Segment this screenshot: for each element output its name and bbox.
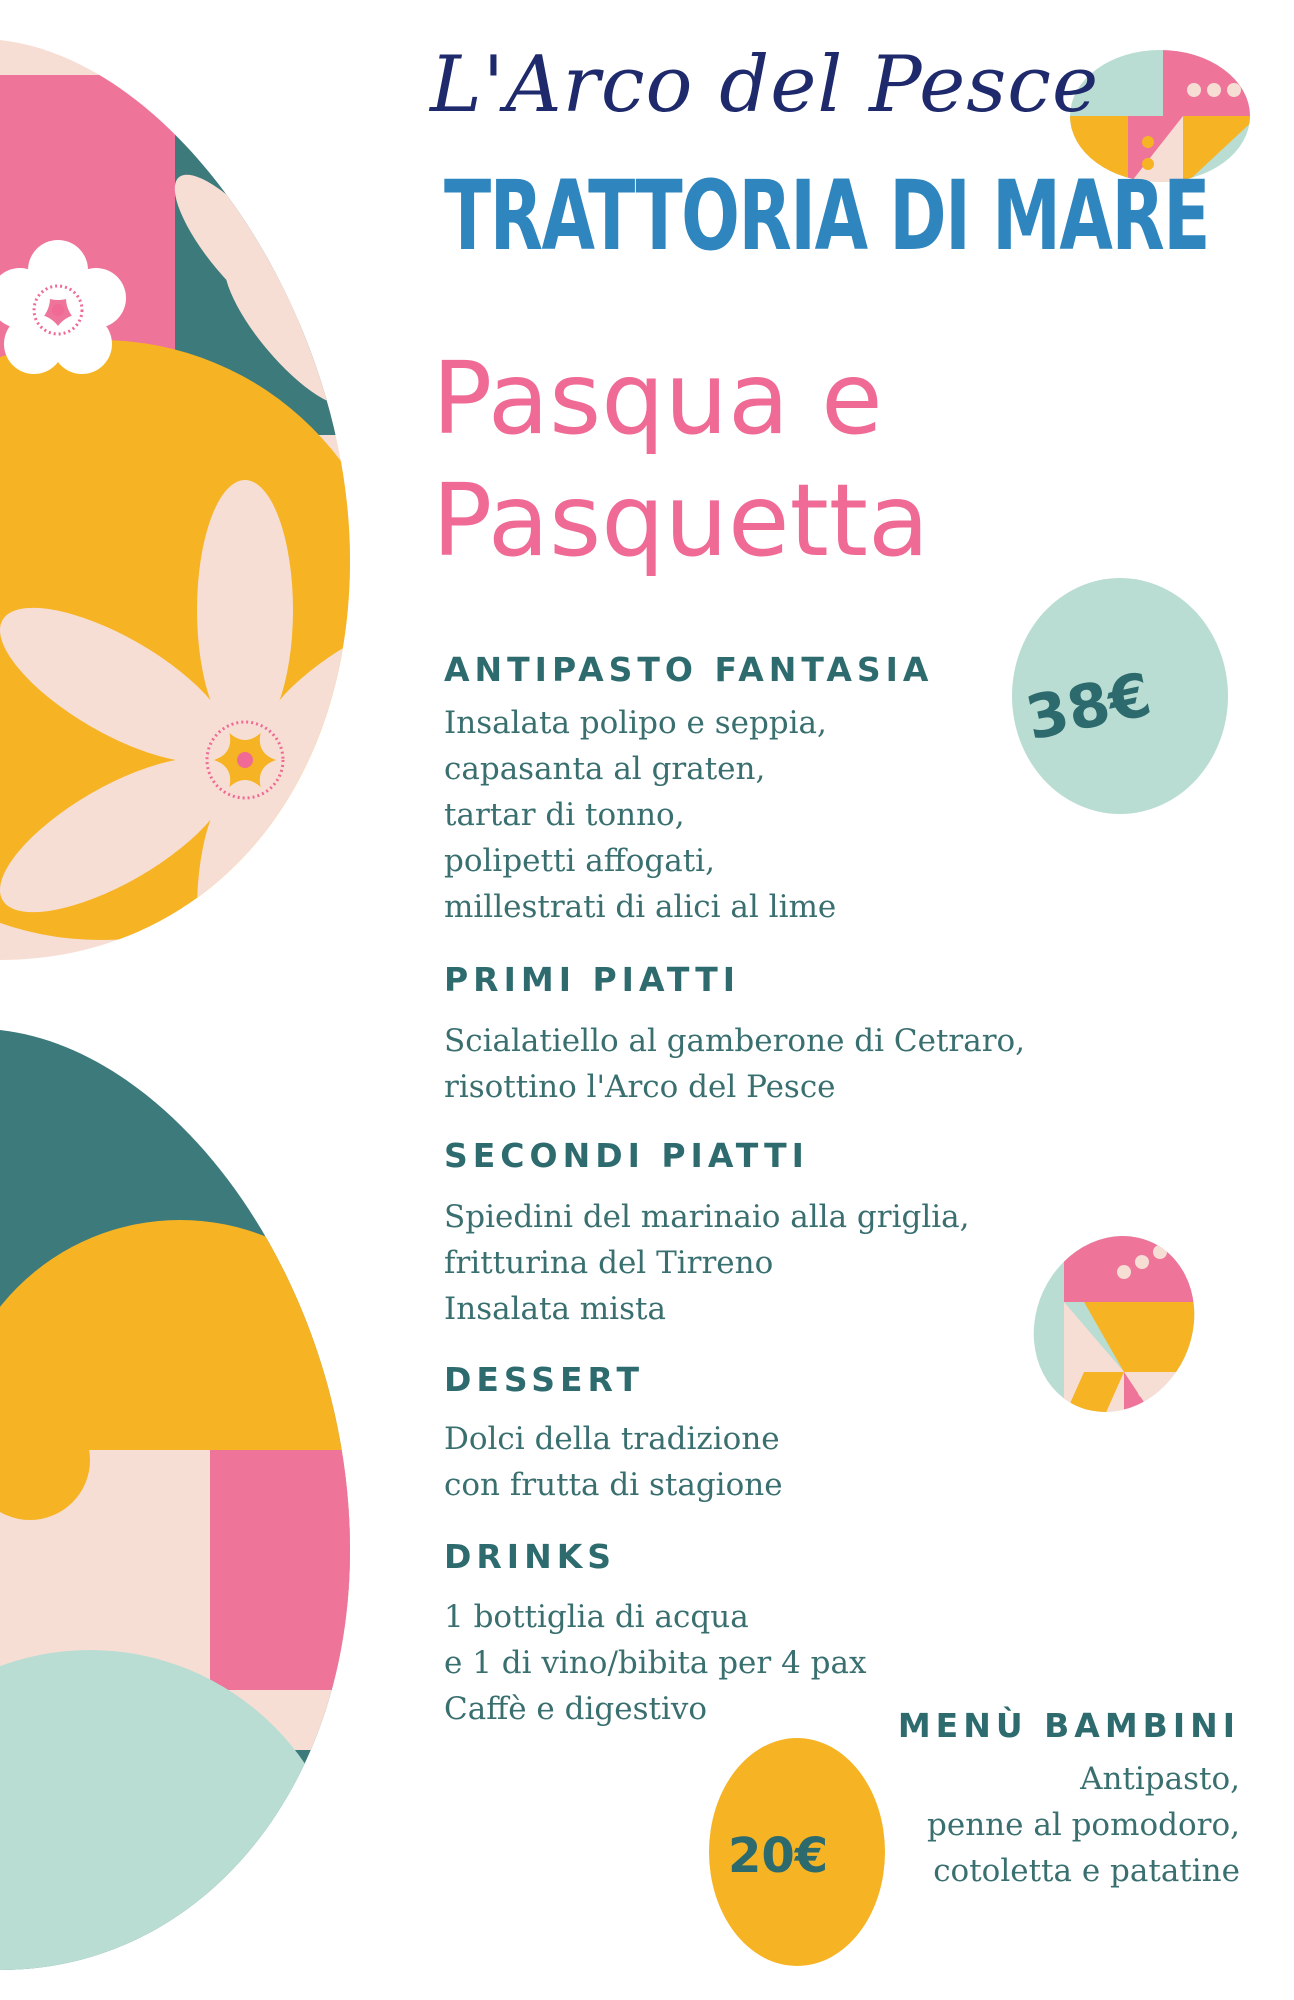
menu-line: tartar di tonno,: [444, 797, 685, 833]
price-kids: 20€: [728, 1828, 829, 1884]
section-body-primi: [444, 1018, 1025, 1110]
section-body-antipasto: [444, 700, 836, 930]
event-title: [432, 338, 929, 582]
section-heading-drinks: DRINKS: [444, 1537, 617, 1576]
section-heading-primi: PRIMI PIATTI: [444, 960, 740, 999]
event-title-line1: Pasqua e: [432, 340, 883, 457]
menu-line: Insalata mista: [444, 1291, 666, 1327]
kids-menu-body: [927, 1756, 1240, 1894]
menu-line: capasanta al graten,: [444, 751, 766, 787]
event-title-line2: Pasquetta: [432, 462, 930, 579]
section-heading-secondi: SECONDI PIATTI: [444, 1136, 809, 1175]
menu-line: con frutta di stagione: [444, 1467, 783, 1503]
restaurant-script-title: L'Arco del Pesce: [430, 40, 1100, 130]
menu-line: Spiedini del marinaio alla griglia,: [444, 1199, 970, 1235]
menu-line: e 1 di vino/bibita per 4 pax: [444, 1645, 867, 1681]
menu-line: fritturina del Tirreno: [444, 1245, 774, 1281]
menu-line: polipetti affogati,: [444, 843, 715, 879]
menu-line: 1 bottiglia di acqua: [444, 1599, 749, 1635]
section-body-dessert: [444, 1416, 783, 1508]
section-body-drinks: [444, 1594, 866, 1732]
section-heading-dessert: DESSERT: [444, 1360, 644, 1399]
section-body-secondi: [444, 1194, 970, 1332]
menu-line: cotoletta e patatine: [933, 1853, 1240, 1889]
section-heading-antipasto: ANTIPASTO FANTASIA: [444, 650, 934, 689]
decorative-egg-upper: [0, 0, 360, 970]
menu-line: millestrati di alici al lime: [444, 889, 837, 925]
menu-line: penne al pomodoro,: [927, 1807, 1240, 1843]
menu-line: Insalata polipo e seppia,: [444, 705, 827, 741]
decorative-egg-small-mid: [1024, 1232, 1204, 1417]
decorative-egg-lower: [0, 1030, 360, 2000]
menu-line: risottino l'Arco del Pesce: [444, 1069, 836, 1105]
menu-line: Caffè e digestivo: [444, 1691, 708, 1727]
menu-line: Dolci della tradizione: [444, 1421, 780, 1457]
kids-menu-heading: MENÙ BAMBINI: [897, 1706, 1240, 1745]
menu-line: Antipasto,: [1080, 1761, 1240, 1797]
menu-line: Scialatiello al gamberone di Cetraro,: [444, 1023, 1026, 1059]
price-main: 38€: [1020, 659, 1158, 755]
restaurant-subtitle: TRATTORIA DI MARE: [444, 160, 1210, 272]
